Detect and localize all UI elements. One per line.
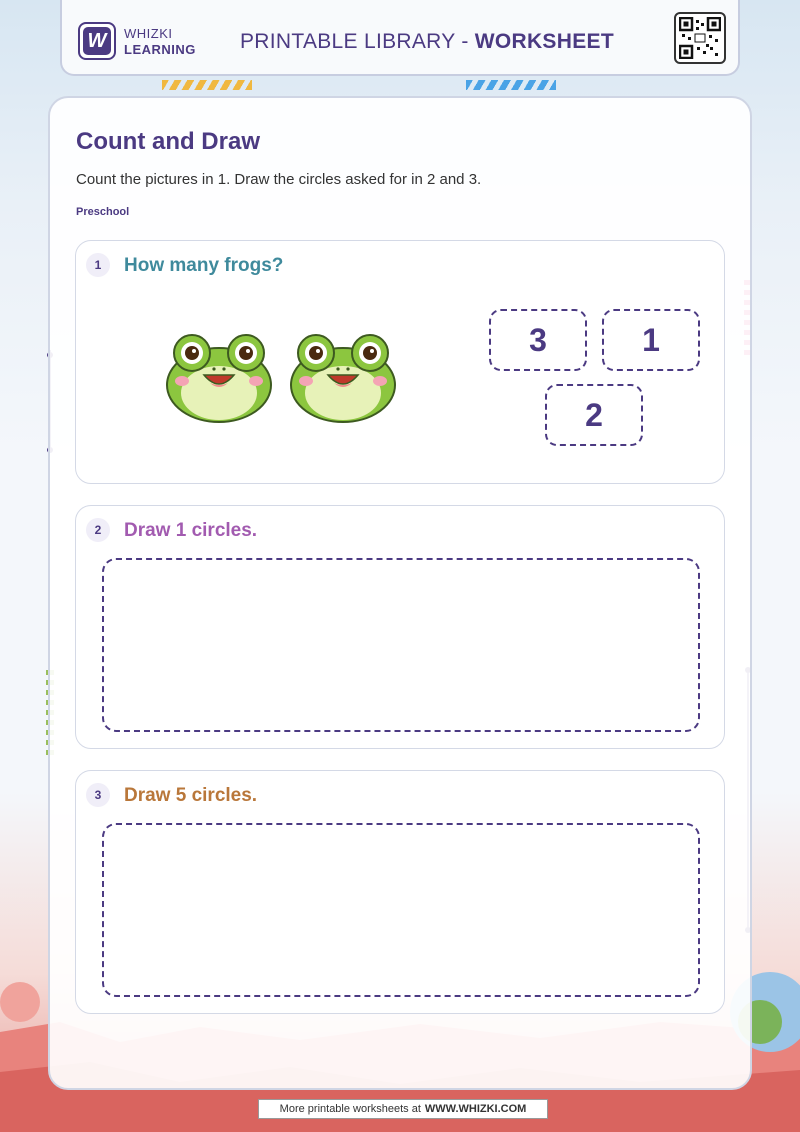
decor-stripes-yellow [162,80,252,90]
library-label: PRINTABLE LIBRARY - [240,30,475,53]
question-card-2 [75,505,725,749]
brand-subname: LEARNING [124,42,196,57]
answer-option[interactable]: 1 [602,309,700,371]
frog-face-icon [288,331,398,423]
footer-link[interactable] [258,1099,548,1119]
answer-option[interactable]: 2 [545,384,643,446]
worksheet-instructions: Count the pictures in 1. Draw the circles asked for in 2 and 3. [76,171,482,188]
answer-option[interactable]: 3 [489,309,587,371]
header-bar [60,0,740,76]
question-text: Draw 1 circles. [124,520,258,541]
question-card-3 [75,770,725,1014]
question-number: 2 [86,518,110,542]
qr-code-icon[interactable] [674,12,726,64]
drawing-area[interactable] [102,558,700,732]
footer-site: WWW.WHIZKI.COM [424,1103,527,1115]
question-text: Draw 5 circles. [124,785,258,806]
library-title [240,30,614,54]
library-bold: WORKSHEET [474,30,614,53]
footer-prefix: More printable worksheets at [279,1103,421,1115]
worksheet-title: Count and Draw [76,128,260,155]
brand-name: WHIZKI [124,26,173,41]
question-card-1 [75,240,725,484]
question-number: 1 [86,253,110,277]
frog-face-icon [164,331,274,423]
logo-letter: W [83,27,111,55]
question-text: How many frogs? [124,255,284,276]
drawing-area[interactable] [102,823,700,997]
decor-stripes-blue [466,80,556,90]
question-number: 3 [86,783,110,807]
whizki-logo[interactable] [78,22,116,60]
grade-level: Preschool [76,206,130,218]
